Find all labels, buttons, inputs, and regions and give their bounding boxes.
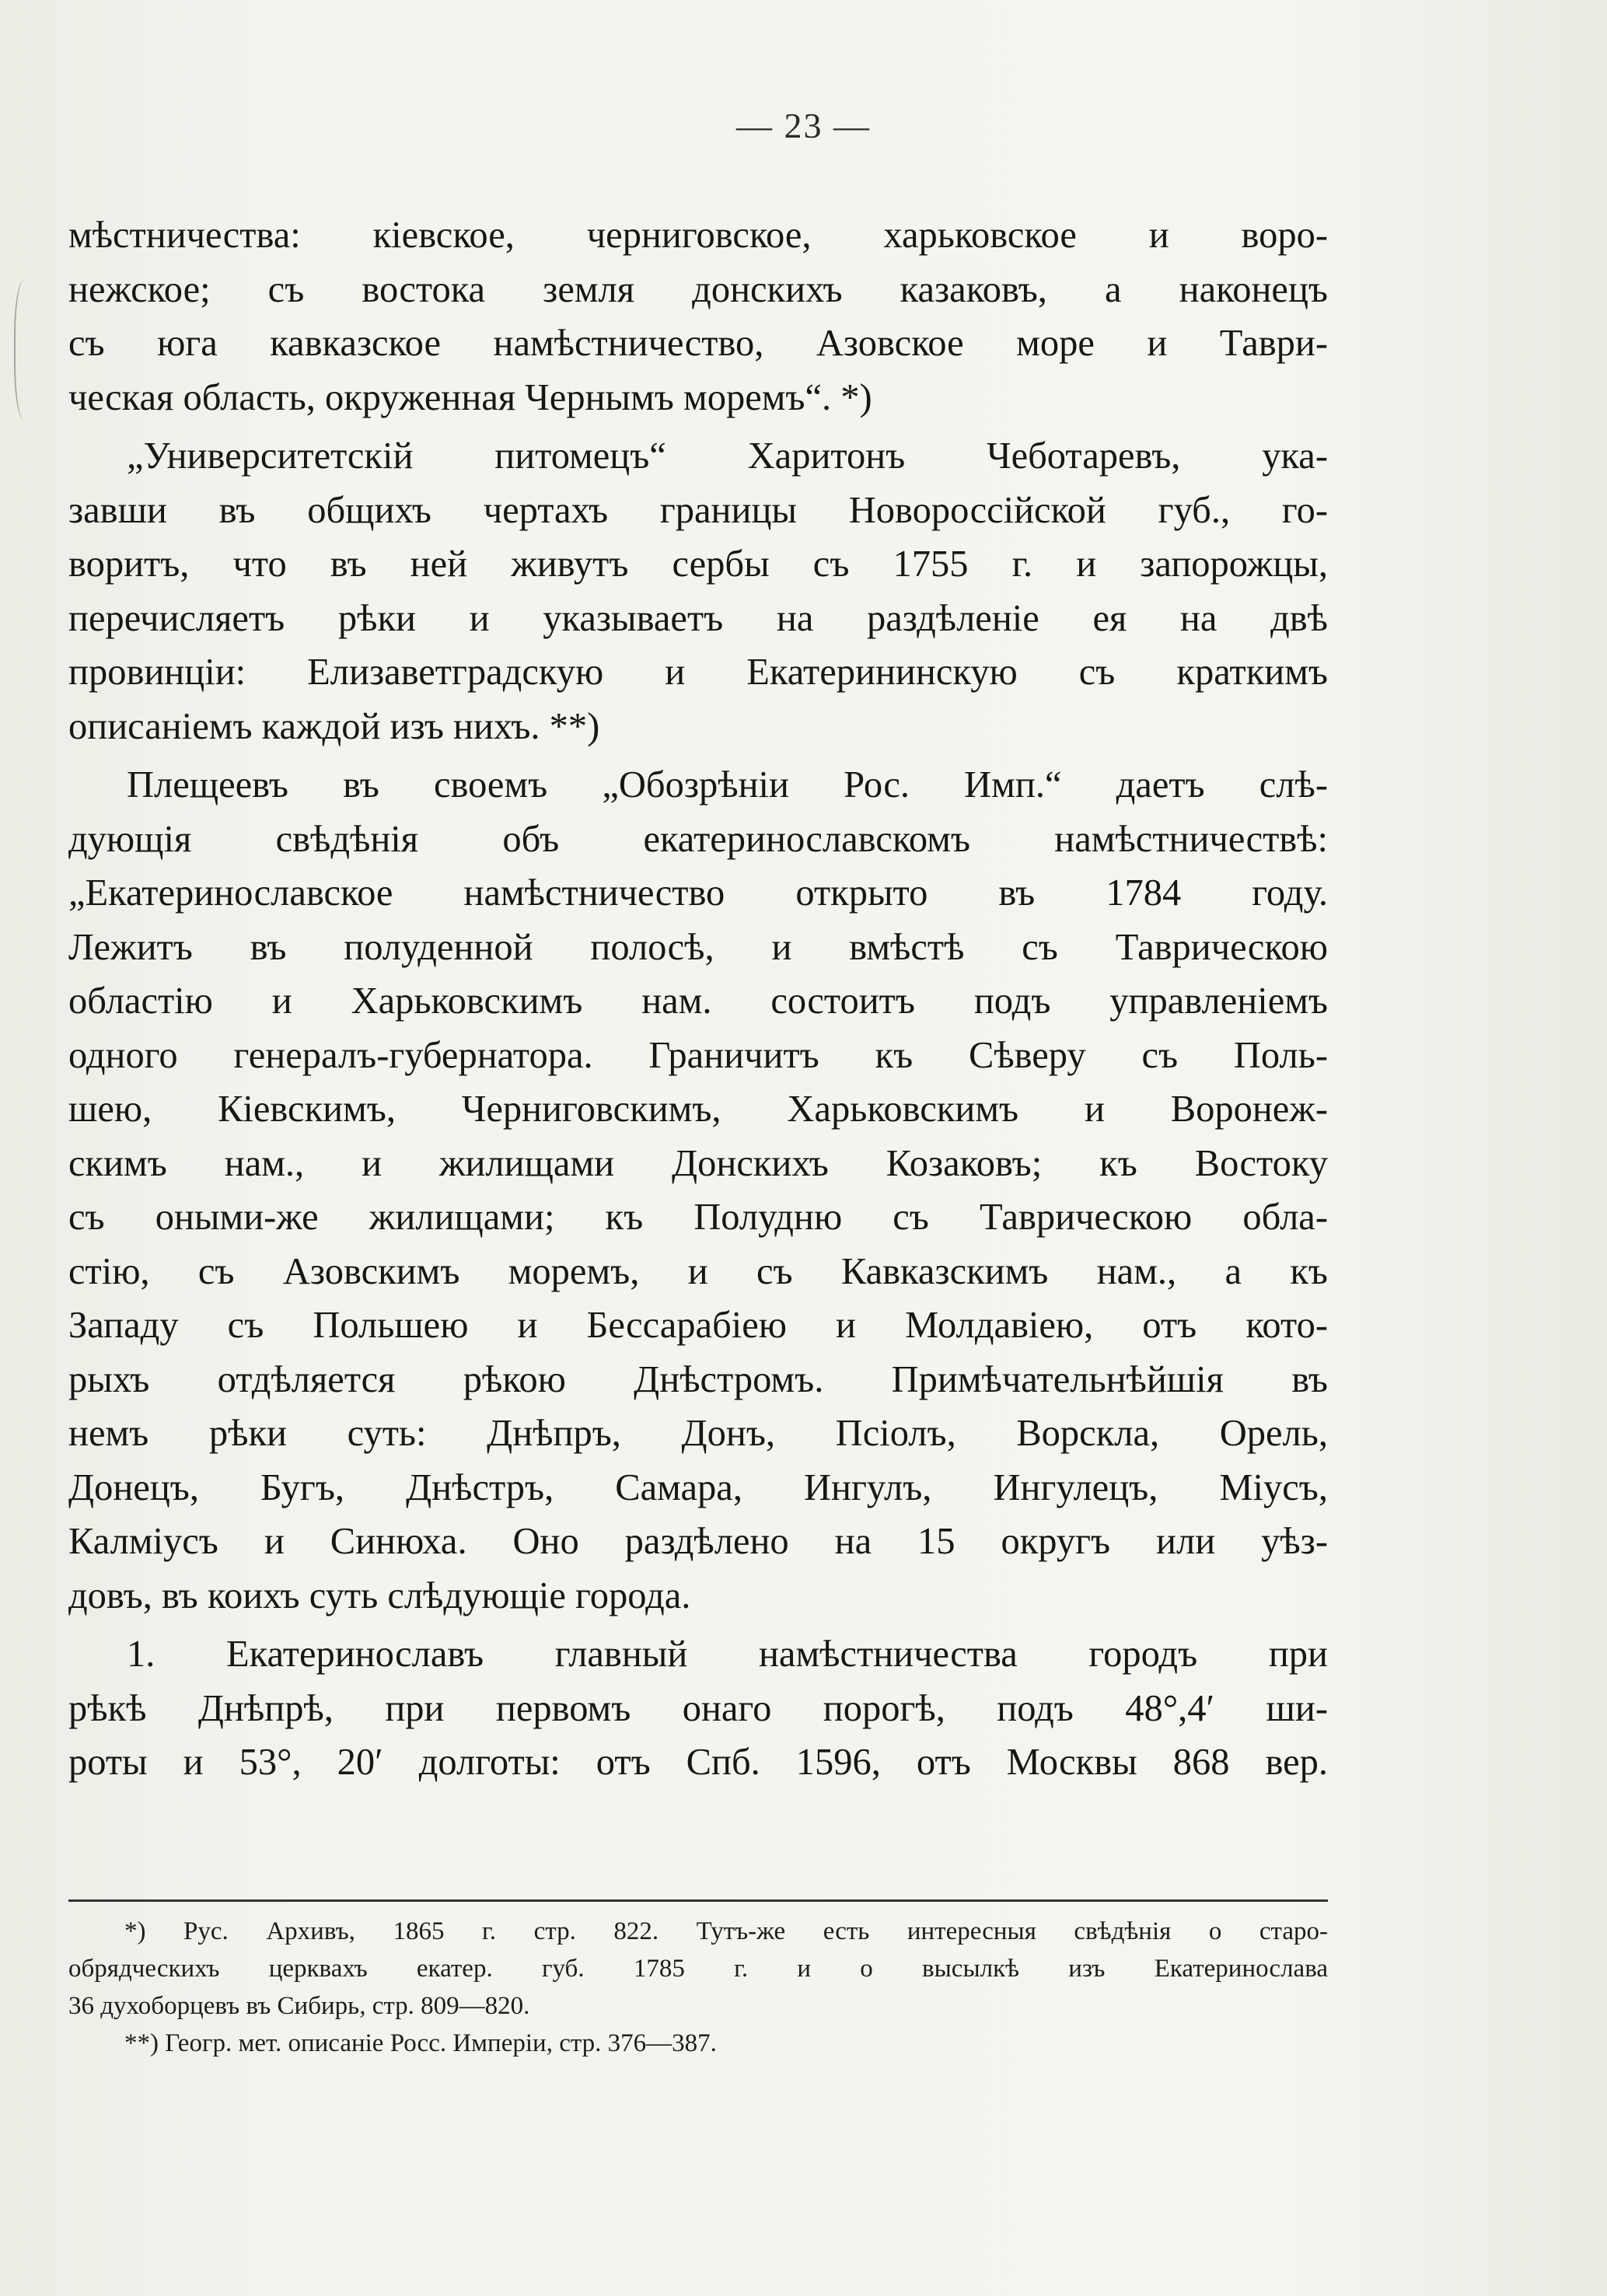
text-line: описаніемъ каждой изъ нихъ. **)	[68, 705, 600, 747]
text-line: нежское; съ востока земля донскихъ казаковъ, а наконецъ	[68, 268, 1328, 310]
text-line: провинціи: Елизаветградскую и Екатерининскую съ краткимъ	[68, 652, 1328, 693]
text-line: немъ рѣки суть: Днѣпръ, Донъ, Псіолъ, Ворскла, Орель,	[68, 1413, 1328, 1454]
text-line: дующія свѣдѣнія объ екатеринославскомъ намѣстничествѣ:	[68, 818, 1328, 860]
text-line: рыхъ отдѣляется рѣкою Днѣстромъ. Примѣчательнѣйшія въ	[68, 1358, 1328, 1400]
text-line: съ оными-же жилищами; къ Полудню съ Таврическою обла-	[68, 1197, 1328, 1238]
text-line: перечисляетъ рѣки и указываетъ на раздѣленіе ея на двѣ	[68, 597, 1328, 639]
text-line: „Екатеринославское намѣстничество открыто въ 1784 году.	[68, 872, 1328, 914]
text-line: Плещеевъ въ своемъ „Обозрѣніи Рос. Имп.“ даетъ слѣ-	[127, 764, 1328, 806]
text-line: скимъ нам., и жилищами Донскихъ Козаковъ; къ Востоку	[68, 1142, 1328, 1184]
text-line: довъ, въ коихъ суть слѣдующіе города.	[68, 1574, 691, 1616]
footnote-divider	[68, 1899, 1328, 1902]
text-line: Донецъ, Бугъ, Днѣстръ, Самара, Ингулъ, Ингулецъ, Міусъ,	[68, 1466, 1328, 1508]
text-line: одного генералъ-губернатора. Граничитъ къ Сѣверу съ Поль-	[68, 1034, 1328, 1076]
footnote-line: обрядческихъ церквахъ екатер. губ. 1785 г. и о высылкѣ изъ Екатеринослава	[68, 1955, 1328, 1983]
text-line: Лежитъ въ полуденной полосѣ, и вмѣстѣ съ Таврическою	[68, 926, 1328, 968]
main-text	[68, 208, 1328, 1790]
text-line: шею, Кіевскимъ, Черниговскимъ, Харьковскимъ и Воронеж-	[68, 1089, 1328, 1130]
text-line: воритъ, что въ ней живутъ сербы съ 1755 г. и запорожцы,	[68, 543, 1328, 585]
text-line: рѣкѣ Днѣпрѣ, при первомъ онаго порогѣ, подъ 48°,4′ ши-	[68, 1687, 1328, 1729]
text-line: мѣстничества: кіевское, черниговское, харьковское и воро-	[68, 215, 1328, 256]
footnote-line: **) Геогр. мет. описаніе Росс. Имперіи, стр. 376—387.	[124, 2029, 717, 2057]
text-line: роты и 53°, 20′ долготы: отъ Спб. 1596, отъ Москвы 868 вер.	[68, 1742, 1328, 1783]
text-line: „Университетскій питомецъ“ Харитонъ Чеботаревъ, ука-	[127, 435, 1328, 477]
text-line: Западу съ Польшею и Бессарабіею и Молдавіею, отъ кото-	[68, 1305, 1328, 1346]
text-line: завши въ общихъ чертахъ границы Новороссійской губ., го-	[68, 489, 1328, 531]
text-line: ческая область, окруженная Чернымъ моремъ“. *)	[68, 376, 872, 418]
handwritten-margin-mark	[14, 280, 39, 420]
page-number: — 23 —	[736, 106, 871, 145]
text-line: Калміусъ и Синюха. Оно раздѣлено на 15 округъ или уѣз-	[68, 1521, 1328, 1562]
footnote-line: *) Рус. Архивъ, 1865 г. стр. 822. Тутъ-же есть интересныя свѣдѣнія о старо-	[124, 1917, 1328, 1945]
text-line: областію и Харьковскимъ нам. состоитъ подъ управленіемъ	[68, 980, 1328, 1022]
footnotes	[68, 1913, 1328, 2062]
text-line: стію, съ Азовскимъ моремъ, и съ Кавказскимъ нам., а къ	[68, 1250, 1328, 1292]
footnote-line: 36 духоборцевъ въ Сибирь, стр. 809—820.	[68, 1992, 530, 2020]
text-line: съ юга кавказское намѣстничество, Азовское море и Таври-	[68, 323, 1328, 364]
text-line: 1. Екатеринославъ главный намѣстничества городъ при	[127, 1634, 1328, 1675]
